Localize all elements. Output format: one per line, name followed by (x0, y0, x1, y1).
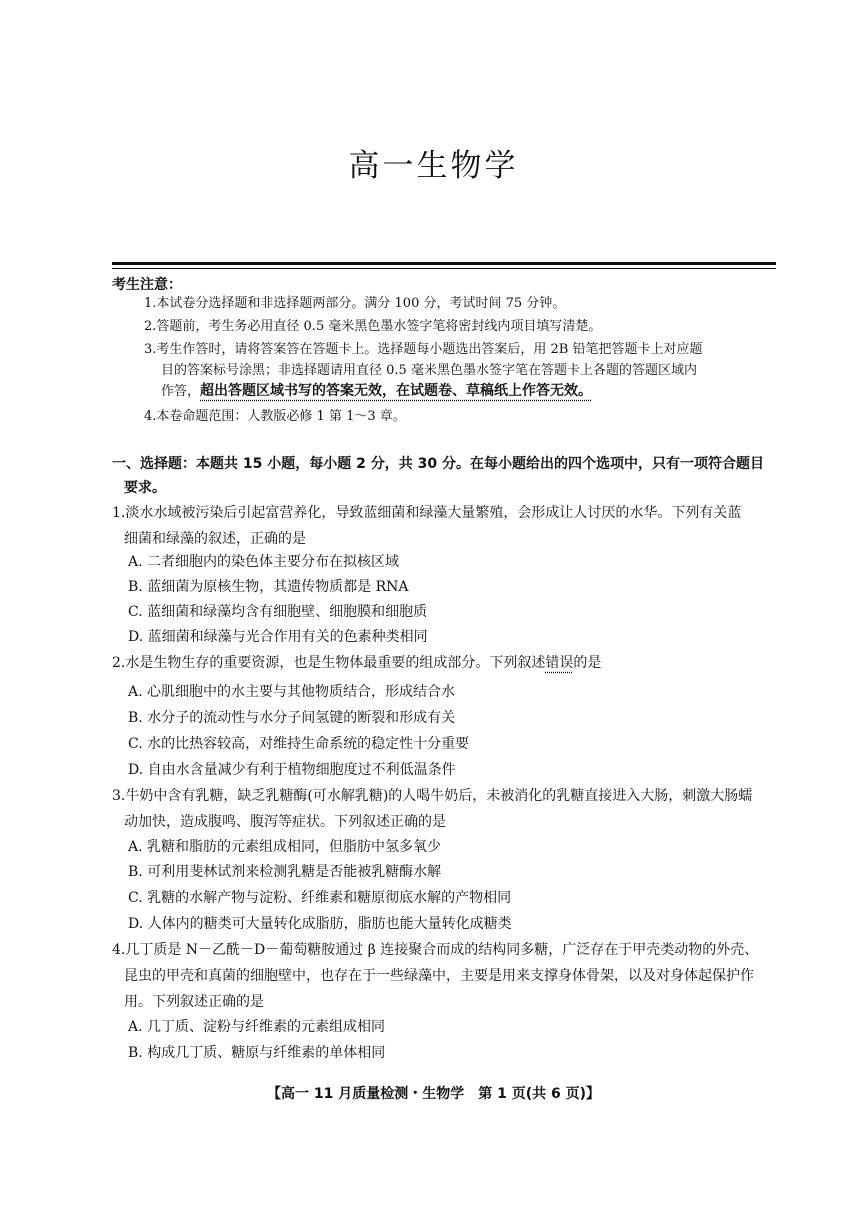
question-4-line1: 4.几丁质是 N－乙酰－D－葡萄糖胺通过 β 连接聚合而成的结构同多糖，广泛存在于甲壳类动物的外壳、 (112, 942, 759, 958)
question-2-option-d: D. 自由水含量减少有利于植物细胞度过不利低温条件 (128, 762, 456, 778)
question-2-option-c: C. 水的比热容较高，对维持生命系统的稳定性十分重要 (128, 736, 470, 752)
header-rule-thin (112, 268, 776, 269)
question-1-option-b: B. 蓝细菌为原核生物，其遗传物质都是 RNA (128, 579, 409, 595)
question-2-line1-pre: 2.水是生物生存的重要资源，也是生物体最重要的组成部分。下列叙述 (112, 655, 546, 671)
page-footer: 【高一 11 月质量检测・生物学 第 1 页(共 6 页)】 (266, 1086, 600, 1102)
question-3-stem (112, 783, 776, 835)
question-3-option-a: A. 乳糖和脂肪的元素组成相同，但脂肪中氢多氧少 (128, 839, 442, 855)
question-4-line3: 用。下列叙述正确的是 (124, 994, 264, 1010)
notice-item-3-line1: 3.考生作答时，请将答案答在答题卡上。选择题每小题选出答案后，用 2B 铅笔把答题卡上对应题 (144, 342, 703, 357)
section-one-line1: 一、选择题：本题共 15 小题，每小题 2 分，共 30 分。在每小题给出的四个选项中，只有一项符合题目 (112, 456, 764, 472)
question-1-stem (112, 500, 776, 552)
question-4-line2: 昆虫的甲壳和真菌的细胞壁中，也存在于一些绿藻中，主要是用来支撑身体骨架，以及对身体起保护作 (124, 968, 754, 984)
notice-heading: 考生注意： (112, 277, 182, 293)
section-one-heading (112, 452, 776, 500)
question-1-option-d: D. 蓝细菌和绿藻与光合作用有关的色素种类相同 (128, 629, 428, 645)
question-2-option-b: B. 水分子的流动性与水分子间氢键的断裂和形成有关 (128, 710, 456, 726)
question-4-stem (112, 937, 776, 1015)
notice-item-3-line3 (144, 381, 776, 402)
question-1-line2: 细菌和绿藻的叙述，正确的是 (124, 531, 306, 547)
header-rule-thick (112, 262, 776, 265)
question-3-line2: 动加快，造成腹鸣、腹泻等症状。下列叙述正确的是 (124, 814, 446, 830)
question-1-line1: 1.淡水水域被污染后引起富营养化，导致蓝细菌和绿藻大量繁殖，会形成让人讨厌的水华。下列有关蓝 (112, 505, 742, 521)
question-2-emphasis: 错误 (545, 655, 574, 671)
question-3-option-d: D. 人体内的糖类可大量转化成脂肪，脂肪也能大量转化成糖类 (128, 916, 512, 932)
question-3-option-b: B. 可利用斐林试剂来检测乳糖是否能被乳糖酶水解 (128, 864, 442, 880)
question-3-option-c: C. 乳糖的水解产物与淀粉、纤维素和糖原彻底水解的产物相同 (128, 890, 512, 906)
notice-item-2: 2.答题前，考生务必用直径 0.5 毫米黑色墨水签字笔将密封线内项目填写清楚。 (144, 319, 602, 334)
notice-item-4: 4.本卷命题范围：人教版必修 1 第 1～3 章。 (144, 409, 406, 424)
question-1-option-c: C. 蓝细菌和绿藻均含有细胞壁、细胞膜和细胞质 (128, 604, 428, 620)
question-2-line1 (112, 650, 776, 676)
question-2-option-a: A. 心肌细胞中的水主要与其他物质结合，形成结合水 (128, 684, 456, 700)
question-4-option-a: A. 几丁质、淀粉与纤维素的元素组成相同 (128, 1019, 386, 1035)
question-4-option-b: B. 构成几丁质、糖原与纤维素的单体相同 (128, 1045, 386, 1061)
question-2-stem (112, 650, 776, 676)
section-one-line2: 要求。 (124, 480, 166, 496)
notice-item-1: 1.本试卷分选择题和非选择题两部分。满分 100 分，考试时间 75 分钟。 (144, 296, 566, 311)
notice-emphasis: 超出答题区域书写的答案无效，在试题卷、草稿纸上作答无效。 (200, 383, 593, 399)
notice-item-3-line2: 目的答案标号涂黑；非选择题请用直径 0.5 毫米黑色墨水签字笔在答题卡上各题的答题区域内 (161, 363, 697, 378)
question-3-line1: 3.牛奶中含有乳糖，缺乏乳糖酶(可水解乳糖)的人喝牛奶后，未被消化的乳糖直接进入大肠，刺激大肠蠕 (112, 788, 753, 804)
question-1-option-a: A. 二者细胞内的染色体主要分布在拟核区域 (128, 554, 400, 570)
question-2-line1-post: 的是 (573, 655, 602, 671)
notice-item-3-line3-text: 作答， (161, 384, 201, 399)
page-title: 高一生物学 (348, 148, 519, 184)
